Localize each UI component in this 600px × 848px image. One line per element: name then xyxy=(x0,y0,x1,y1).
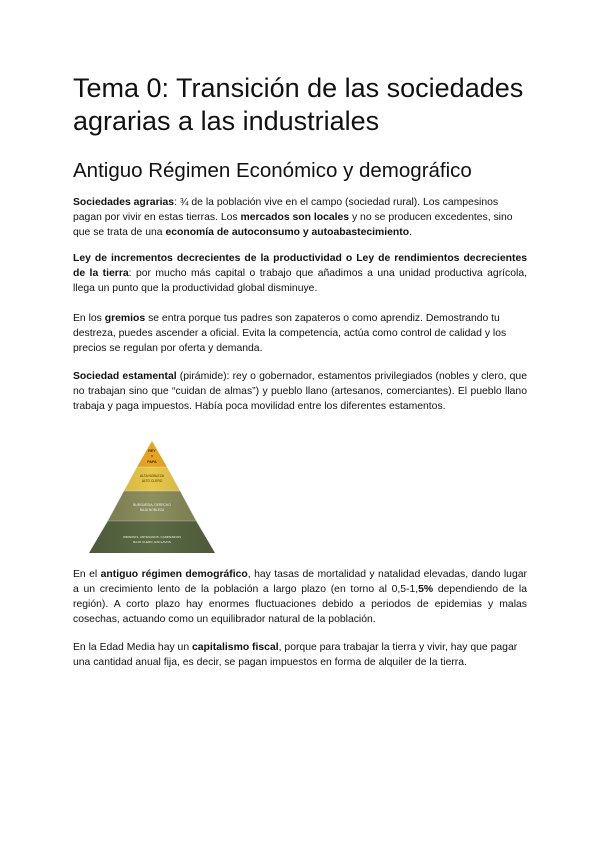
tier2-label-a: ALTA NOBLEZA xyxy=(140,474,164,478)
paragraph-text: En la Edad Media hay un xyxy=(73,642,192,653)
paragraph-text: y no se producen excedentes, sino que se trata de una xyxy=(73,212,513,238)
paragraph-regimen-demografico xyxy=(73,567,527,627)
paragraph-text: se entra porque tus padres son zapateros o como aprendiz. Demostrando tu destreza, puedes ascender a oficial. Evita la competencia, actúa como control de calidad y los precios se regulan por oferta y demanda. xyxy=(73,313,507,354)
tier3-label-b: BAJA NOBLEZA xyxy=(139,508,165,512)
page-title xyxy=(73,72,543,138)
social-pyramid-image xyxy=(86,439,218,555)
bold-term: mercados son locales xyxy=(240,212,350,223)
title-line-2: agrarias a las industriales xyxy=(73,106,380,136)
tier4-label-b: BAJO CLERO, ESCLAVOS xyxy=(133,540,171,544)
paragraph-sociedades-agrarias xyxy=(73,195,527,240)
paragraph-text: En el xyxy=(73,569,101,580)
bold-term: Sociedad estamental xyxy=(73,371,177,382)
paragraph-sociedad-estamental xyxy=(73,369,527,414)
paragraph-text: : por mucho más capital o trabajo que añadimos a una unidad productiva agrícola, llega un punto que la productividad global disminuye. xyxy=(73,268,527,294)
tier3-label-a: BURGUESIA, DERECHO xyxy=(133,503,171,507)
paragraph-text: , porque para trabajar la tierra y vivir, hay que pagar una cantidad anual fija, es decir, se pagan impuestos en forma de alquiler de la tierra. xyxy=(73,642,518,668)
bold-term: capitalismo fiscal xyxy=(192,642,279,653)
bold-term: 5% xyxy=(418,584,434,595)
paragraph-gremios xyxy=(73,311,527,356)
paragraph-text: dependiendo de la región). A corto plazo hay enormes fluctuaciones debido a periodos de epidemias y malas cosechas, actuando como un equilibrador natural de la población. xyxy=(73,584,527,625)
paragraph-text: En los xyxy=(73,313,105,324)
title-line-1: Tema 0: Transición de las sociedades xyxy=(73,73,524,103)
section-heading: Antiguo Régimen Económico y demográfico xyxy=(73,159,472,182)
tier1-label-b: Y xyxy=(150,454,154,459)
tier2-label-b: ALTO CLERO xyxy=(141,479,163,483)
paragraph-ley-rendimientos xyxy=(73,251,527,296)
bold-term: antiguo régimen demográfico xyxy=(100,569,248,580)
paragraph-text: , hay tasas de mortalidad y natalidad elevadas, dando lugar a un crecimiento lento de la población a largo plazo (en torno al 0,5-1, xyxy=(73,569,527,595)
tier1-label-c: PAPA xyxy=(147,460,157,464)
bold-term: economía de autoconsumo y autoabastecimiento xyxy=(165,227,410,238)
bold-term: gremios xyxy=(104,313,146,324)
paragraph-text: . xyxy=(409,227,412,238)
paragraph-capitalismo-fiscal xyxy=(73,640,527,670)
bold-term: Ley de incrementos decrecientes de la productividad o Ley de rendimientos decrecientes de la tierra xyxy=(73,253,527,279)
paragraph-text: (pirámide): rey o gobernador, estamentos privilegiados (nobles y clero, que no trabajan sino que “cuidan de almas”) y pueblo llano (artesanos, comerciantes). El pueblo llano trabaja y paga impuestos. Había poca movilidad entre los diferentes estamentos. xyxy=(73,371,527,412)
tier1-label-a: REY xyxy=(148,449,156,453)
tier4-label-a: OBREROS, ARTESANOS, CAMPESINOS xyxy=(122,535,182,539)
paragraph-text: : ¾ de la población vive en el campo (sociedad rural). Los campesinos pagan por vivir en estas tierras. Los xyxy=(73,197,499,223)
bold-term: Sociedades agrarias xyxy=(73,197,175,208)
